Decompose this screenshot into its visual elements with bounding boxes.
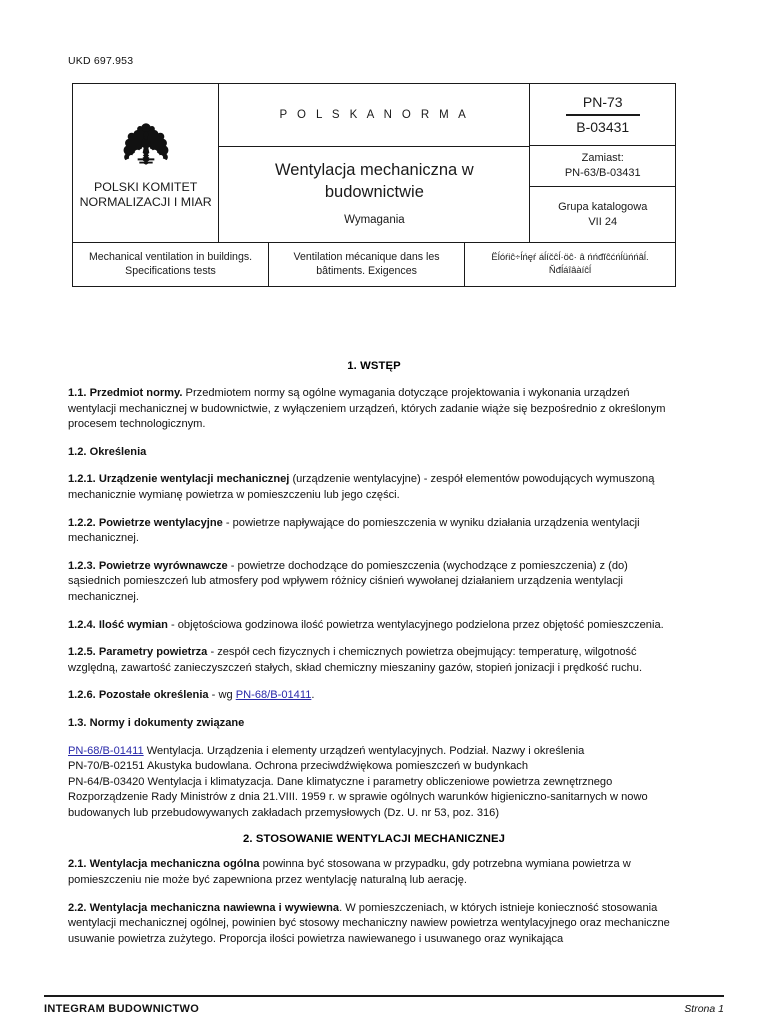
standard-title: Wentylacja mechaniczna w budownictwie: [275, 161, 474, 201]
paragraph-1-1: [68, 386, 680, 433]
related-standards-list: [68, 744, 680, 822]
standard-number-cell: [530, 84, 675, 146]
paragraph-1-2-5-label: 1.2.5. Parametry powietrza: [68, 646, 208, 659]
masthead-middle-column: [219, 84, 529, 242]
section-1-heading: 1. WSTĘP: [347, 360, 401, 372]
paragraph-2-1: [68, 857, 680, 888]
document-body: [68, 352, 680, 959]
catalog-group-value: VII 24: [588, 215, 618, 228]
paragraph-1-2-6: [68, 688, 680, 704]
paragraph-1-2-3-text: - powietrze dochodzące do pomieszczenia (wychodzące z pomieszczenia) z (do) sąsiednich pomieszczeń lub atmosfery pod wpływem różnicy ciśnień wywołanej działaniem urządzenia wentylacji mechanicznej.: [68, 559, 628, 603]
paragraph-1-3-label: 1.3. Normy i dokumenty związane: [68, 716, 245, 729]
paragraph-1-2-6-suffix: .: [311, 689, 315, 702]
paragraph-1-2-6-label: 1.2.6. Pozostałe określenia: [68, 689, 209, 702]
translation-french: Ventilation mécanique dans les bâtiments. Exigences: [269, 243, 465, 286]
masthead-main-row: [73, 84, 675, 242]
paragraph-1-2-heading: [68, 445, 680, 461]
paragraph-1-2-5-text: - zespół cech fizycznych i chemicznych powietrza obejmujący: temperaturę, wilgotność względną, zawartość zanieczyszczeń stałych, skład chemiczny mieszaniny gazów, stopień jonizacji i prędkość ruchu.: [68, 646, 643, 674]
number-divider-rule: [566, 114, 640, 116]
replaces-cell: [530, 146, 675, 187]
section-2-heading: 2. STOSOWANIE WENTYLACJI MECHANICZNEJ: [242, 833, 506, 846]
paragraph-1-2-3: [68, 559, 680, 606]
paragraph-2-1-label: 2.1. Wentylacja mechaniczna ogólna: [68, 858, 260, 871]
paragraph-1-3-heading: [68, 716, 680, 732]
footer-publisher: INTEGRAM BUDOWNICTWO: [44, 1003, 200, 1015]
masthead-right-column: [529, 84, 675, 242]
committee-name: POLSKI KOMITET NORMALIZACJI I MIAR: [79, 180, 212, 209]
catalog-group-cell: [530, 187, 675, 242]
paragraph-1-2-1: [68, 472, 680, 503]
paragraph-1-2-6-prefix: - wg: [208, 689, 236, 702]
paragraph-1-2-4-label: 1.2.4. Ilość wymian: [68, 618, 168, 631]
polska-norma-label: P O L S K A N O R M A: [219, 84, 529, 147]
paragraph-2-2-text: . W pomieszczeniach, w których istnieje konieczność stosowania wentylacji mechanicznej ogólnej, powinien być stosowy mechaniczny nawiew powietrza wentylacyjnego oraz mechaniczne usuwanie powietrza zużytego. Proporcja ilości powietrza nawiewanego i usuwanego oraz wynikająca: [68, 901, 670, 945]
related-standard-item-3: PN-64/B-03420 Wentylacja i klimatyzacja. Dane klimatyczne i parametry obliczeniowe powietrza zewnętrznego: [68, 775, 613, 788]
related-standard-item-1: [68, 744, 680, 760]
standard-number-year: PN-73: [582, 94, 623, 110]
standard-title-cell: [219, 147, 529, 242]
committee-cell: [73, 84, 219, 242]
masthead-translations-row: [73, 242, 675, 286]
translation-russian: Ёĺóŕiĉ÷ĺńęŕ áĺíčĉĺ·öĉ· â ńńđĭĉćńĺüńńâĺ. Ňđĺáîâàíĉĺ: [491, 252, 649, 276]
page-footer: [44, 1003, 724, 1015]
paragraph-1-2-2-text: - powietrze napływające do pomieszczenia w wyniku działania urządzenia wentylacji mechanicznej.: [68, 516, 640, 545]
paragraph-1-1-label: 1.1. Przedmiot normy.: [68, 387, 183, 399]
paragraph-1-2-4-text: - objętościowa godzinowa ilość powietrza wentylacyjnego podzielona przez objętość pomieszczenia.: [167, 618, 664, 631]
paragraph-1-2-5: [68, 645, 680, 676]
standard-number-code: B-03431: [576, 119, 630, 135]
link-pn-68-b-01411[interactable]: PN-68/B-01411: [68, 744, 144, 757]
replaces-label: Zamiast:: [581, 152, 624, 164]
ukd-classification: UKD 697.953: [68, 55, 134, 67]
paragraph-1-2-1-label: 1.2.1. Urządzenie wentylacji mechanicznej: [68, 473, 290, 486]
standard-masthead-table: [72, 83, 676, 287]
catalog-group-label: Grupa katalogowa: [558, 200, 648, 213]
paragraph-1-2-4: [68, 618, 680, 634]
paragraph-1-2-2: [68, 516, 680, 547]
paragraph-2-1-text: powinna być stosowana w przypadku, gdy potrzebna wymiana powietrza w pomieszczeniu nie może być zapewniona przez wentylację naturalną lub aerację.: [68, 858, 631, 887]
related-standard-item-1-text: Wentylacja. Urządzenia i elementy urządzeń wentylacyjnych. Podział. Nazwy i określenia: [143, 744, 585, 757]
related-standard-item-2: PN-70/B-02151 Akustyka budowlana. Ochrona przeciwdźwiękowa pomieszczeń w budynkach: [68, 760, 529, 773]
paragraph-1-2-2-label: 1.2.2. Powietrze wentylacyjne: [68, 516, 223, 529]
replaces-value: PN-63/B-03431: [564, 167, 641, 179]
paragraph-2-2: [68, 901, 680, 948]
paragraph-1-1-text: Przedmiotem normy są ogólne wymagania dotyczące projektowania i wykonania urządzeń wentylacji mechanicznej w budownictwie, z wyłączeniem urządzeń, których zadanie wiąże się bezpośrednio z określonym procesem technologicznym.: [68, 387, 666, 431]
paragraph-2-2-label: 2.2. Wentylacja mechaniczna nawiewna i wywiewna: [68, 901, 340, 914]
paragraph-1-2-1-text: (urządzenie wentylacyjne) - zespół elementów powodujących wymuszoną mechanicznie wymianę powietrza w pomieszczeniu lub jego części.: [68, 473, 655, 501]
standard-subtitle: Wymagania: [344, 214, 405, 226]
polish-eagle-emblem-icon: [119, 120, 173, 170]
paragraph-1-2-3-label: 1.2.3. Powietrze wyrównawcze: [68, 559, 228, 572]
paragraph-1-2-label: 1.2. Określenia: [68, 445, 147, 458]
translation-english: Mechanical ventilation in buildings. Specifications tests: [73, 243, 269, 286]
related-standard-item-4: Rozporządzenie Rady Ministrów z dnia 21.VIII. 1959 r. w sprawie ogólnych warunków higieniczno-sanitarnych w nowo budowanych lub przebudowywanych zakładach przemysłowych (Dz. U. nr 53, poz. 316): [68, 791, 648, 819]
footer-divider: [44, 995, 724, 997]
link-pn-68-b-01411-ref[interactable]: PN-68/B-01411: [235, 689, 312, 702]
footer-page-number: Strona 1: [684, 1003, 724, 1015]
